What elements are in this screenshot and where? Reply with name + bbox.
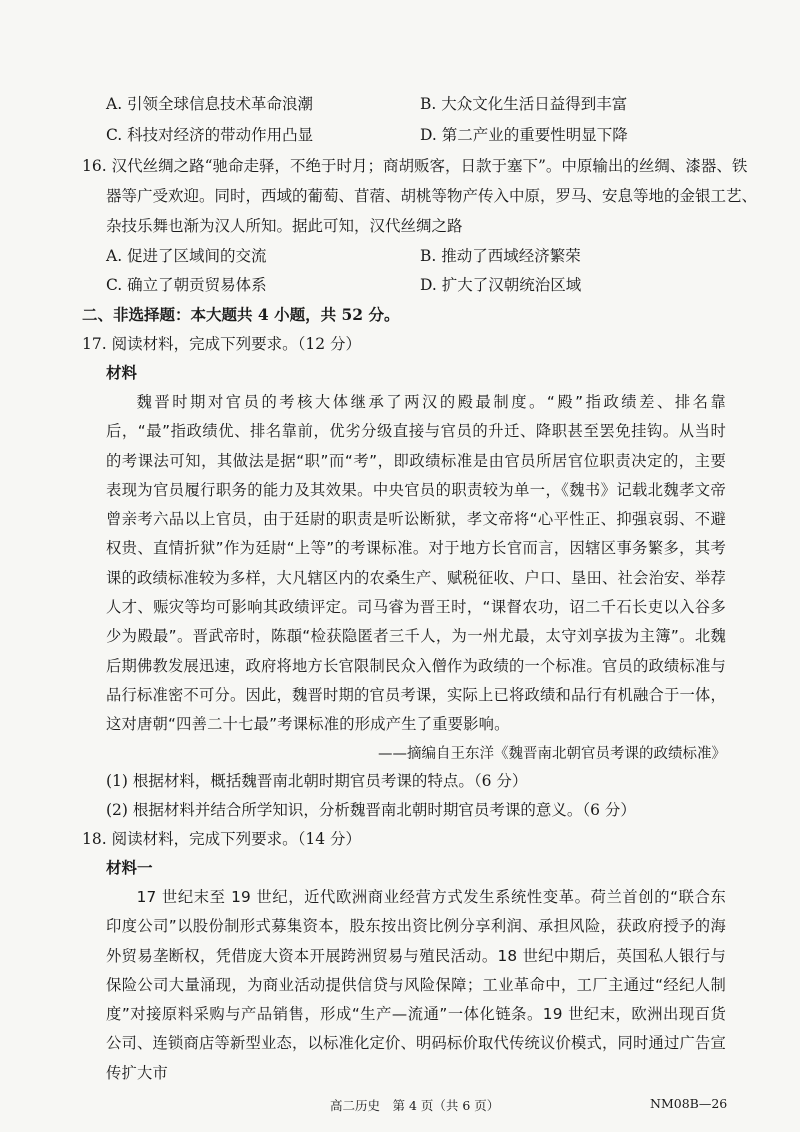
- page-footer: 高二历史 第 4 页（共 6 页）: [330, 1098, 500, 1113]
- q17-subquestion-1: (1) 根据材料，概括魏晋南北朝时期官员考课的特点。（6 分）: [106, 772, 528, 790]
- q18-material-text: 17 世纪末至 19 世纪，近代欧洲商业经营方式发生系统性变革。荷兰首创的“联合东印度公司”以股份制形式募集资本，股东按出资比例分享利润、承担风险，获政府授予的海外贸易垄断权，凭借庞大资本开展跨洲贸易与殖民活动。18 世纪中期后，英国私人银行与保险公司大量涌现，为商业活动提供信贷与风险保障；工业革命中，工厂主通过“经纪人制度”对接原料采购与产品销售，形成“生产—流通”一体化链条。19 世纪末，欧洲出现百货公司、连锁商店等新型业态，以标准化定价、明码标价取代传统议价模式，同时通过广告宣传扩大市: [106, 888, 726, 1082]
- q17-stem: 17. 阅读材料，完成下列要求。（12 分）: [82, 335, 361, 353]
- q16-stem-line-2: 器等广受欢迎。同时，西域的葡萄、苜蓿、胡桃等物产传入中原，罗马、安息等地的金银工艺、: [106, 187, 758, 205]
- q17-material-label: 材料: [106, 363, 138, 382]
- q17-citation: ——摘编自王东洋《魏晋南北朝官员考课的政绩标准》: [378, 746, 726, 762]
- q15-option-c: C. 科技对经济的带动作用凸显: [106, 126, 314, 144]
- q16-option-b: B. 推动了西域经济繁荣: [420, 247, 581, 265]
- q18-material-label: 材料一: [106, 858, 153, 877]
- section-title: 二、非选择题：本大题共 4 小题，共 52 分。: [82, 305, 400, 324]
- q16-option-d: D. 扩大了汉朝统治区域: [420, 276, 582, 294]
- q16-option-a: A. 促进了区域间的交流: [106, 247, 267, 265]
- q18-stem: 18. 阅读材料，完成下列要求。（14 分）: [82, 830, 361, 848]
- paper-code: NM08B—26: [650, 1096, 728, 1111]
- q15-option-a: A. 引领全球信息技术革命浪潮: [106, 95, 314, 113]
- q15-option-b: B. 大众文化生活日益得到丰富: [420, 95, 628, 113]
- q16-stem-line-3: 杂技乐舞也渐为汉人所知。据此可知，汉代丝绸之路: [106, 217, 463, 235]
- q16-option-c: C. 确立了朝贡贸易体系: [106, 276, 267, 294]
- q16-stem-line-1: 16. 汉代丝绸之路“驰命走驿，不绝于时月；商胡贩客，日款于塞下”。中原输出的丝绸、漆器、铁: [82, 157, 748, 175]
- q17-material-text: 魏晋时期对官员的考核大体继承了两汉的殿最制度。“殿”指政绩差、排名靠后，“最”指政绩优、排名靠前，优劣分级直接与官员的升迁、降职甚至罢免挂钩。从当时的考课法可知，其做法是据“职”而“考”，即政绩标准是由官员所居官位职责决定的，主要表现为官员履行职务的能力及其效果。中央官员的职责较为单一，《魏书》记载北魏孝文帝曾亲考六品以上官员，由于廷尉的职责是听讼断狱，孝文帝将“心平性正、抑强哀弱、不避权贵、直情折狱”作为廷尉“上等”的考课标准。对于地方长官而言，因辖区事务繁多，其考课的政绩标准较为多样，大凡辖区内的农桑生产、赋税征收、户口、垦田、社会治安、举荐人才、赈灾等均可影响其政绩评定。司马睿为晋王时，“课督农功，诏二千石长吏以入谷多少为殿最”。晋武帝时，陈頵“检获隐匿者三千人，为一州尤最，太守刘享拔为主簿”。北魏后期佛教发展迅速，政府将地方长官限制民众入僧作为政绩的一个标准。官员的政绩标准与品行标准密不可分。因此，魏晋时期的官员考课，实际上已将政绩和品行有机融合于一体，这对唐朝“四善二十七最”考课标准的形成产生了重要影响。: [106, 393, 726, 734]
- q15-option-d: D. 第二产业的重要性明显下降: [420, 126, 628, 144]
- q17-subquestion-2: (2) 根据材料并结合所学知识，分析魏晋南北朝时期官员考课的意义。（6 分）: [106, 801, 636, 819]
